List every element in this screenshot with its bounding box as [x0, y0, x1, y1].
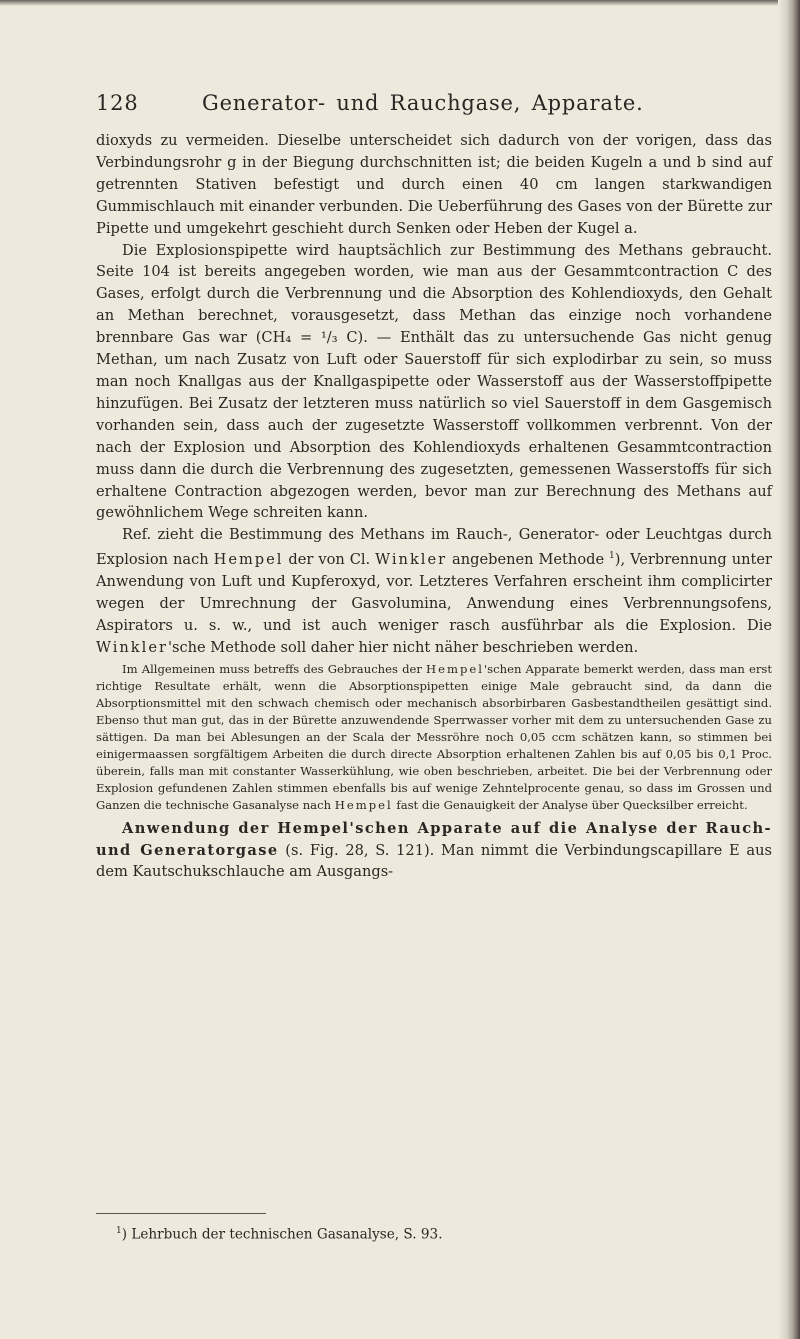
author-name: Winkler — [375, 551, 448, 569]
author-name: Hempel — [213, 551, 284, 569]
paragraph-3-part: 'sche Methode soll daher hier nicht näher beschrieben werden. — [167, 638, 639, 656]
author-name: Winkler — [96, 638, 168, 656]
paragraph-3 — [96, 524, 772, 658]
paragraph-3-part: ), Verbrennung unter Anwendung von Luft und Kupferoxyd, vor. Letzteres Verfahren erscheint ihm complicirter wegen der Umrechnung der Gasvolumina, Anwendung eines Verbrennungsofens, Aspirators u. s. w., und ist auch weniger rasch ausführbar als die Explosion. Die — [96, 551, 772, 634]
author-name: Hempel — [334, 797, 393, 812]
page-header — [96, 91, 772, 121]
paragraph-5 — [96, 818, 772, 884]
section-heading: Anwendung der Hempel'schen Apparate auf die Analyse der Rauch- und Generatorgase — [96, 819, 772, 859]
paragraph-3-part: Ref. zieht die Bestimmung des Methans im Rauch-, Generator- oder Leuchtgas durch Explosion nach — [96, 526, 772, 569]
running-head: Generator- und Rauchgase, Apparate. — [202, 91, 644, 115]
page-number: 128 — [96, 91, 139, 115]
paragraph-4-part: Im Allgemeinen muss betreffs des Gebrauches der — [122, 661, 427, 676]
paragraph-3-part: angebenen Methode — [447, 551, 610, 569]
paragraph-1: dioxyds zu vermeiden. Dieselbe unterscheidet sich dadurch von der vorigen, dass das Verbindungsrohr g in der Biegung durchschnitten ist; die beiden Kugeln a und b sind auf getrennten Stativen befestigt und durch einen 40 cm langen starkwandigen Gummischlauch mit einander verbunden. Die Ueberführung des Gases von der Bürette zur Pipette und umgekehrt geschieht durch Senken oder Heben der Kugel a. — [96, 132, 772, 237]
paragraph-3-part: der von Cl. — [283, 551, 376, 569]
paragraph-2: Die Explosionspipette wird hauptsächlich zur Bestimmung des Methans gebraucht. Seite 104 ist bereits angegeben worden, wie man aus der Gesammtcontraction C des Gases, erfolgt durch die Verbrennung und die Absorption des Kohlendioxyds, den Gehalt an Methan berechnet, vorausgesetzt, dass Methan das einzige noch vorhandene brennbare Gas war (CH₄ = ¹/₃ C). — Enthält das zu untersuchende Gas nicht genug Methan, um nach Zusatz von Luft oder Sauerstoff für sich explodirbar zu sein, so muss man noch Knallgas aus der Knallgaspipette oder Wasserstoff aus der Wasserstoffpipette hinzufügen. Bei Zusatz der letzteren muss natürlich so viel Sauerstoff in dem Gasgemisch vorhanden sein, dass auch der zugesetzte Wasserstoff vollkommen verbrennt. Von der nach der Explosion und Absorption des Kohlendioxyds erhaltenen Gesammtcontraction muss dann die durch die Verbrennung des zugesetzten, gemessenen Wasserstoffs für sich erhaltene Contraction abgezogen werden, bevor man zur Berechnung des Methans auf gewöhnlichem Wege schreiten kann. — [96, 241, 772, 522]
paragraph-4-small-print — [96, 661, 772, 814]
book-edge — [778, 0, 800, 1339]
page-top-shadow — [0, 0, 800, 6]
body-text — [96, 130, 772, 883]
footnote — [116, 1222, 766, 1244]
footnote-rule — [96, 1213, 266, 1214]
footnote-text: ) Lehrbuch der technischen Gasanalyse, S. 93. — [121, 1226, 443, 1243]
author-name: Hempel — [426, 661, 484, 676]
paragraph-5-part: (s. Fig. 28, S. 121). Man nimmt die Verbindungscapillare E aus dem Kautschukschlauche am Ausgangs- — [96, 841, 773, 881]
paragraph-4-part: 'schen Apparate bemerkt werden, dass man erst richtige Resultate erhält, wenn die Absorptionspipetten einige Male gebraucht sind, da dann die Absorptionsmittel mit den schwach chemisch oder mechanisch absorbirbaren Gasbestandtheilen gesättigt sind. Ebenso thut man gut, das in der Bürette anzuwendende Sperrwasser vorher mit dem zu untersuchenden Gase zu sättigen. Da man bei Ablesungen an der Scala der Messröhre noch 0,05 ccm schätzen kann, so stimmen bei einigermaassen sorgfältigem Arbeiten die durch directe Absorption erhaltenen Zahlen bis auf 0,05 bis 0,1 Proc. überein, falls man mit constanter Wasserkühlung, wie oben beschrieben, arbeitet. Die bei der Verbrennung oder Explosion gefundenen Zahlen stimmen ebenfalls bis auf wenige Zehntelprocente genau, so dass im Grossen und Ganzen die technische Gasanalyse nach — [96, 661, 772, 812]
footnote-marker: 1 — [116, 1226, 122, 1236]
footnote-reference: 1 — [609, 551, 615, 562]
paragraph-4-part: fast die Genauigkeit der Analyse über Quecksilber erreicht. — [392, 797, 748, 812]
